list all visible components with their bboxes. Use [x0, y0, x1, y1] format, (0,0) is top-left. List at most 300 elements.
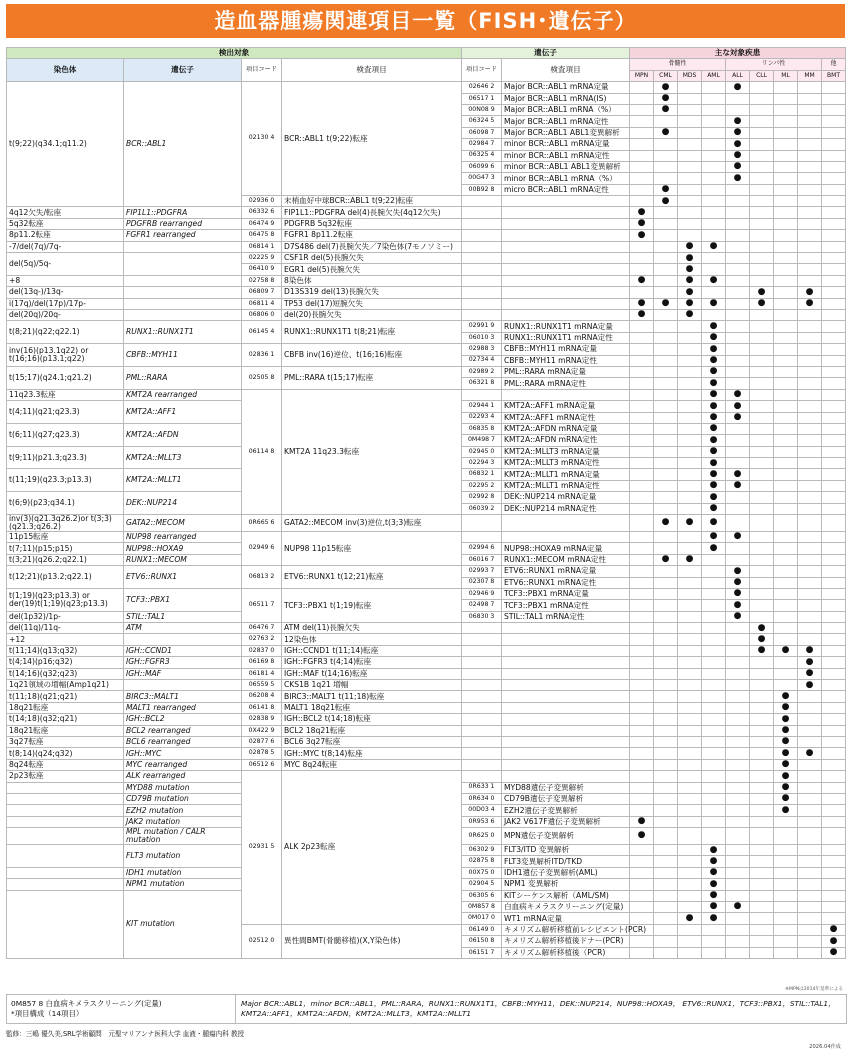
disease-mark-mds [678, 230, 702, 241]
disease-mark-ml [774, 657, 798, 668]
gene-item-cell: micro BCR::ABL1 mRNA定性 [502, 184, 630, 195]
disease-mark-ml [774, 218, 798, 229]
disease-mark-all [726, 503, 750, 514]
header-detection-target: 検出対象 [7, 48, 462, 59]
disease-mark-cll [750, 93, 774, 104]
disease-mark-cml [654, 759, 678, 770]
gene-code-cell: 06151 7 [462, 947, 502, 958]
disease-mark-bmt [822, 566, 846, 577]
fish-code-cell: 06474 9 [242, 218, 282, 229]
chromosome-cell: t(14;16)(q32;q23) [7, 668, 124, 679]
disease-mark-mpn [630, 161, 654, 172]
disease-mark-bmt [822, 816, 846, 827]
disease-mark-mm [798, 691, 822, 702]
disease-mark-mm [798, 805, 822, 816]
gene-cell: ETV6::RUNX1 [124, 566, 242, 589]
disease-mark-ml [774, 600, 798, 611]
disease-mark-cml: ● [654, 127, 678, 138]
gene-item-cell: TCF3::PBX1 mRNA定性 [502, 600, 630, 611]
footer-panel [6, 994, 847, 1024]
disease-mark-mpn [630, 680, 654, 691]
disease-mark-all: ● [726, 600, 750, 611]
chromosome-cell: t(8;21)(q22;q22.1) [7, 321, 124, 344]
gene-item-cell [502, 298, 630, 309]
gene-code-cell [462, 515, 502, 532]
disease-mark-mpn [630, 845, 654, 856]
gene-cell: NPM1 mutation [124, 879, 242, 890]
disease-mark-ml [774, 104, 798, 115]
disease-mark-mds: ● [678, 241, 702, 252]
gene-item-cell: WT1 mRNA定量 [502, 913, 630, 924]
disease-mark-aml [702, 714, 726, 725]
disease-mark-cml [654, 309, 678, 320]
fish-code-cell: 02838 9 [242, 714, 282, 725]
disease-mark-bmt [822, 623, 846, 634]
disease-mark-all: ● [726, 469, 750, 480]
gene-code-cell [462, 691, 502, 702]
fish-item-cell: D13S319 del(13)長腕欠失 [282, 287, 462, 298]
gene-code-cell [462, 389, 502, 400]
disease-mark-aml: ● [702, 867, 726, 878]
disease-mark-cll [750, 816, 774, 827]
disease-mark-mds [678, 161, 702, 172]
disease-mark-ml [774, 543, 798, 554]
disease-mark-mds [678, 355, 702, 366]
disease-mark-aml: ● [702, 531, 726, 542]
disease-mark-mpn [630, 714, 654, 725]
disease-mark-mds [678, 543, 702, 554]
chromosome-cell: t(11;18)(q21;q21) [7, 691, 124, 702]
disease-mark-aml [702, 748, 726, 759]
disease-mark-bmt [822, 344, 846, 355]
disease-mark-mds: ● [678, 554, 702, 565]
disease-mark-aml [702, 150, 726, 161]
disease-mark-all [726, 936, 750, 947]
fish-code-cell: 06511 7 [242, 588, 282, 622]
gene-code-cell [462, 253, 502, 264]
disease-mark-aml [702, 127, 726, 138]
chromosome-cell: del(1p32)/1p- [7, 611, 124, 622]
disease-mark-cll [750, 725, 774, 736]
disease-mark-aml [702, 924, 726, 935]
disease-mark-mpn [630, 184, 654, 195]
disease-mark-mm [798, 82, 822, 93]
fish-item-cell: IGH::MYC t(8;14)転座 [282, 748, 462, 759]
gene-item-cell: キメリズム解析移植前レシピエント(PCR) [502, 924, 630, 935]
disease-mark-bmt: ● [822, 947, 846, 958]
gene-item-cell: PML::RARA mRNA定量 [502, 366, 630, 377]
disease-mark-mpn [630, 668, 654, 679]
table-row [7, 748, 846, 759]
disease-mark-aml [702, 947, 726, 958]
disease-mark-aml: ● [702, 401, 726, 412]
disease-mark-cll: ● [750, 623, 774, 634]
disease-mark-aml: ● [702, 515, 726, 532]
disease-mark-cml [654, 856, 678, 867]
supervisor-text: 監修：三嶋 優久美,SRL学術顧問 元聖マリアンナ医科大学 血液・腫瘍内科 教授 [6, 1030, 245, 1038]
disease-mark-aml [702, 793, 726, 804]
gene-cell: MYD88 mutation [124, 782, 242, 793]
disease-mark-mds [678, 104, 702, 115]
fish-item-cell: BCR::ABL1 t(9;22)転座 [282, 82, 462, 196]
disease-mark-aml [702, 588, 726, 599]
disease-mark-bmt [822, 116, 846, 127]
fish-code-cell: 06475 8 [242, 230, 282, 241]
disease-mark-cll [750, 446, 774, 457]
disease-mark-mpn: ● [630, 828, 654, 845]
gene-code-cell [462, 748, 502, 759]
header-disease-mpn: MPN [630, 70, 654, 81]
gene-item-cell: NPM1 変異解析 [502, 879, 630, 890]
table-row [7, 623, 846, 634]
disease-mark-cll [750, 139, 774, 150]
disease-mark-aml: ● [702, 275, 726, 286]
gene-item-cell [502, 196, 630, 207]
disease-mark-cml [654, 412, 678, 423]
disease-mark-aml [702, 782, 726, 793]
disease-mark-cml: ● [654, 184, 678, 195]
disease-mark-bmt [822, 230, 846, 241]
gene-cell: MALT1 rearranged [124, 702, 242, 713]
disease-mark-all: ● [726, 127, 750, 138]
gene-item-cell: Major BCR::ABL1 mRNA定量 [502, 82, 630, 93]
chromosome-cell: t(7;11)(p15;p15) [7, 543, 124, 554]
gene-code-cell: 06302 9 [462, 845, 502, 856]
disease-mark-mm [798, 816, 822, 827]
disease-mark-cll [750, 680, 774, 691]
disease-mark-mds [678, 184, 702, 195]
gene-item-cell: キメリズム解析移植後ドナー(PCR) [502, 936, 630, 947]
gene-item-cell: DEK::NUP214 mRNA定量 [502, 492, 630, 503]
fish-item-cell: ATM del(11)長腕欠失 [282, 623, 462, 634]
gene-code-cell [462, 657, 502, 668]
disease-mark-ml [774, 378, 798, 389]
disease-mark-mm [798, 469, 822, 480]
disease-mark-ml [774, 366, 798, 377]
fish-item-cell: ALK 2p23転座 [282, 771, 462, 925]
disease-mark-aml [702, 816, 726, 827]
disease-mark-mds [678, 344, 702, 355]
disease-mark-cll [750, 207, 774, 218]
disease-mark-cml [654, 264, 678, 275]
disease-mark-bmt [822, 355, 846, 366]
table-row [7, 366, 846, 377]
disease-mark-bmt [822, 771, 846, 782]
chromosome-cell: 2p23転座 [7, 771, 124, 782]
disease-mark-cml [654, 588, 678, 599]
disease-mark-mpn [630, 366, 654, 377]
gene-code-cell: 06830 3 [462, 611, 502, 622]
gene-code-cell: 02498 7 [462, 600, 502, 611]
gene-code-cell: 06010 3 [462, 332, 502, 343]
gene-item-cell [502, 207, 630, 218]
disease-mark-bmt [822, 127, 846, 138]
disease-mark-cml [654, 435, 678, 446]
disease-mark-cml [654, 702, 678, 713]
disease-mark-aml: ● [702, 480, 726, 491]
disease-mark-cll [750, 253, 774, 264]
gene-item-cell [502, 645, 630, 656]
disease-mark-mm [798, 230, 822, 241]
disease-mark-cml [654, 469, 678, 480]
gene-item-cell: KMT2A::AFDN mRNA定量 [502, 423, 630, 434]
disease-mark-mds [678, 366, 702, 377]
disease-mark-aml: ● [702, 423, 726, 434]
gene-item-cell: MYD88遺伝子変異解析 [502, 782, 630, 793]
disease-mark-aml: ● [702, 492, 726, 503]
gene-cell [124, 298, 242, 309]
disease-mark-mds [678, 378, 702, 389]
gene-item-cell: KMT2A::MLLT3 mRNA定性 [502, 458, 630, 469]
gene-code-cell: 06325 4 [462, 150, 502, 161]
disease-mark-aml [702, 645, 726, 656]
disease-mark-cll [750, 412, 774, 423]
gene-code-cell: 02875 8 [462, 856, 502, 867]
fish-code-cell: 02763 2 [242, 634, 282, 645]
disease-mark-mpn [630, 82, 654, 93]
disease-mark-mds [678, 828, 702, 845]
disease-mark-all: ● [726, 588, 750, 599]
gene-item-cell: JAK2 V617F遺伝子変異解析 [502, 816, 630, 827]
fish-code-cell: 02936 0 [242, 196, 282, 207]
disease-mark-bmt [822, 554, 846, 565]
disease-mark-cll [750, 401, 774, 412]
disease-mark-cml [654, 287, 678, 298]
disease-mark-aml: ● [702, 366, 726, 377]
disease-mark-all [726, 287, 750, 298]
header-disease-mds: MDS [678, 70, 702, 81]
disease-mark-aml [702, 93, 726, 104]
disease-mark-ml [774, 588, 798, 599]
disease-mark-mds [678, 446, 702, 457]
disease-mark-aml: ● [702, 321, 726, 332]
disease-mark-ml [774, 515, 798, 532]
gene-cell: MPL mutation / CALR mutation [124, 828, 242, 845]
disease-mark-cll [750, 924, 774, 935]
disease-mark-bmt [822, 378, 846, 389]
table-row [7, 645, 846, 656]
gene-code-cell: 06835 8 [462, 423, 502, 434]
disease-mark-mds [678, 469, 702, 480]
gene-cell: KMT2A::MLLT1 [124, 469, 242, 492]
disease-mark-all [726, 668, 750, 679]
disease-mark-mpn [630, 623, 654, 634]
chromosome-cell: del(20q)/20q- [7, 309, 124, 320]
disease-mark-cml [654, 161, 678, 172]
fish-code-cell: 06806 0 [242, 309, 282, 320]
disease-mark-aml: ● [702, 845, 726, 856]
disease-mark-all [726, 298, 750, 309]
disease-mark-ml: ● [774, 736, 798, 747]
disease-mark-cml [654, 902, 678, 913]
chromosome-cell: t(3;21)(q26.2;q22.1) [7, 554, 124, 565]
gene-code-cell: 06324 5 [462, 116, 502, 127]
chromosome-cell: t(6;9)(p23;q34.1) [7, 492, 124, 515]
disease-mark-cml [654, 543, 678, 554]
disease-mark-bmt [822, 253, 846, 264]
gene-code-cell: 06832 1 [462, 469, 502, 480]
gene-code-cell [462, 668, 502, 679]
disease-mark-cll [750, 657, 774, 668]
table-row [7, 218, 846, 229]
disease-mark-aml [702, 657, 726, 668]
fish-item-cell: NUP98 11p15転座 [282, 531, 462, 565]
gene-code-cell [462, 623, 502, 634]
chromosome-cell [7, 890, 124, 958]
disease-mark-mm [798, 771, 822, 782]
disease-mark-aml [702, 611, 726, 622]
disease-mark-all [726, 184, 750, 195]
disease-mark-cll [750, 936, 774, 947]
disease-mark-bmt [822, 161, 846, 172]
disease-mark-ml [774, 668, 798, 679]
disease-mark-ml: ● [774, 771, 798, 782]
gene-cell: BCR::ABL1 [124, 82, 242, 207]
disease-mark-all: ● [726, 116, 750, 127]
gene-item-cell: RUNX1::MECOM mRNA定性 [502, 554, 630, 565]
disease-mark-mds [678, 805, 702, 816]
table-row [7, 253, 846, 264]
fish-code-cell: 06332 6 [242, 207, 282, 218]
gene-item-cell [502, 287, 630, 298]
disease-mark-ml [774, 287, 798, 298]
gene-code-cell [462, 736, 502, 747]
disease-mark-mpn [630, 458, 654, 469]
disease-mark-mpn: ● [630, 309, 654, 320]
disease-mark-all: ● [726, 161, 750, 172]
disease-mark-all: ● [726, 480, 750, 491]
disease-mark-mds [678, 623, 702, 634]
disease-mark-mpn [630, 196, 654, 207]
gene-code-cell: 06099 6 [462, 161, 502, 172]
disease-mark-mds: ● [678, 287, 702, 298]
disease-mark-all [726, 793, 750, 804]
gene-item-cell: CBFB::MYH11 mRNA定量 [502, 344, 630, 355]
chromosome-cell: t(4;14)(p16;q32) [7, 657, 124, 668]
disease-mark-all [726, 805, 750, 816]
disease-mark-ml [774, 344, 798, 355]
disease-mark-aml [702, 680, 726, 691]
gene-item-cell [502, 309, 630, 320]
disease-mark-cll [750, 173, 774, 184]
disease-mark-all [726, 218, 750, 229]
disease-mark-aml [702, 577, 726, 588]
disease-mark-ml: ● [774, 714, 798, 725]
disease-mark-cml [654, 645, 678, 656]
disease-mark-cll [750, 264, 774, 275]
disease-mark-aml [702, 936, 726, 947]
disease-mark-mpn [630, 902, 654, 913]
gene-cell: KMT2A::AFF1 [124, 401, 242, 424]
fish-item-cell: 異性間BMT(骨髄移植)(X,Y染色体) [282, 924, 462, 958]
gene-code-cell [462, 241, 502, 252]
disease-mark-cll [750, 116, 774, 127]
disease-mark-mpn [630, 913, 654, 924]
disease-mark-aml [702, 139, 726, 150]
chromosome-cell: 1q21領域の増幅(Amp1q21) [7, 680, 124, 691]
gene-cell: TCF3::PBX1 [124, 588, 242, 611]
gene-item-cell [502, 668, 630, 679]
disease-mark-mm [798, 492, 822, 503]
disease-mark-all [726, 867, 750, 878]
disease-mark-mpn [630, 241, 654, 252]
fish-code-cell: 06145 4 [242, 321, 282, 344]
disease-mark-mds [678, 748, 702, 759]
gene-code-cell [462, 230, 502, 241]
fish-item-cell: IGH::MAF t(14;16)転座 [282, 668, 462, 679]
disease-mark-cml [654, 566, 678, 577]
disease-mark-cml [654, 139, 678, 150]
gene-code-cell: 06149 0 [462, 924, 502, 935]
gene-cell: NUP98 rearranged [124, 531, 242, 542]
issued-date: 2026.04作成 [809, 1044, 841, 1050]
disease-mark-bmt [822, 184, 846, 195]
chromosome-cell: del(13q-)/13q- [7, 287, 124, 298]
disease-mark-mds: ● [678, 309, 702, 320]
disease-mark-ml [774, 947, 798, 958]
disease-mark-mds [678, 657, 702, 668]
disease-mark-mpn [630, 401, 654, 412]
gene-code-cell [462, 275, 502, 286]
gene-code-cell [462, 309, 502, 320]
disease-mark-cml [654, 936, 678, 947]
gene-code-cell [462, 196, 502, 207]
gene-cell: IGH::MYC [124, 748, 242, 759]
fish-code-cell: 02512 0 [242, 924, 282, 958]
disease-mark-all [726, 913, 750, 924]
gene-cell: BCL2 rearranged [124, 725, 242, 736]
disease-mark-aml: ● [702, 458, 726, 469]
disease-mark-cll [750, 879, 774, 890]
gene-code-cell: 02734 4 [462, 355, 502, 366]
disease-mark-mpn [630, 566, 654, 577]
disease-mark-mds [678, 845, 702, 856]
disease-mark-mds [678, 332, 702, 343]
disease-mark-aml: ● [702, 412, 726, 423]
gene-code-cell: 02646 2 [462, 82, 502, 93]
gene-code-cell [462, 771, 502, 782]
disease-mark-aml [702, 82, 726, 93]
table-row [7, 634, 846, 645]
gene-item-cell: minor BCR::ABL1 mRNA定量 [502, 139, 630, 150]
disease-mark-cll [750, 566, 774, 577]
disease-mark-cll [750, 702, 774, 713]
disease-mark-cml [654, 344, 678, 355]
disease-mark-mm [798, 173, 822, 184]
gene-code-cell: 0R634 0 [462, 793, 502, 804]
disease-mark-cll [750, 355, 774, 366]
disease-mark-bmt [822, 82, 846, 93]
disease-mark-cll [750, 890, 774, 901]
disease-mark-mm [798, 702, 822, 713]
disease-mark-cml [654, 230, 678, 241]
disease-mark-cml [654, 890, 678, 901]
disease-mark-mds [678, 127, 702, 138]
gene-cell: ATM [124, 623, 242, 634]
disease-mark-mpn [630, 93, 654, 104]
disease-mark-cml [654, 668, 678, 679]
note-text: ※MPNは2014年基準による [785, 987, 843, 992]
disease-mark-mm [798, 566, 822, 577]
disease-mark-all [726, 366, 750, 377]
disease-mark-ml [774, 435, 798, 446]
gene-code-cell: 02988 3 [462, 344, 502, 355]
disease-mark-all: ● [726, 531, 750, 542]
disease-mark-all: ● [726, 139, 750, 150]
disease-mark-mm [798, 890, 822, 901]
gene-code-cell [462, 714, 502, 725]
gene-cell: GATA2::MECOM [124, 515, 242, 532]
